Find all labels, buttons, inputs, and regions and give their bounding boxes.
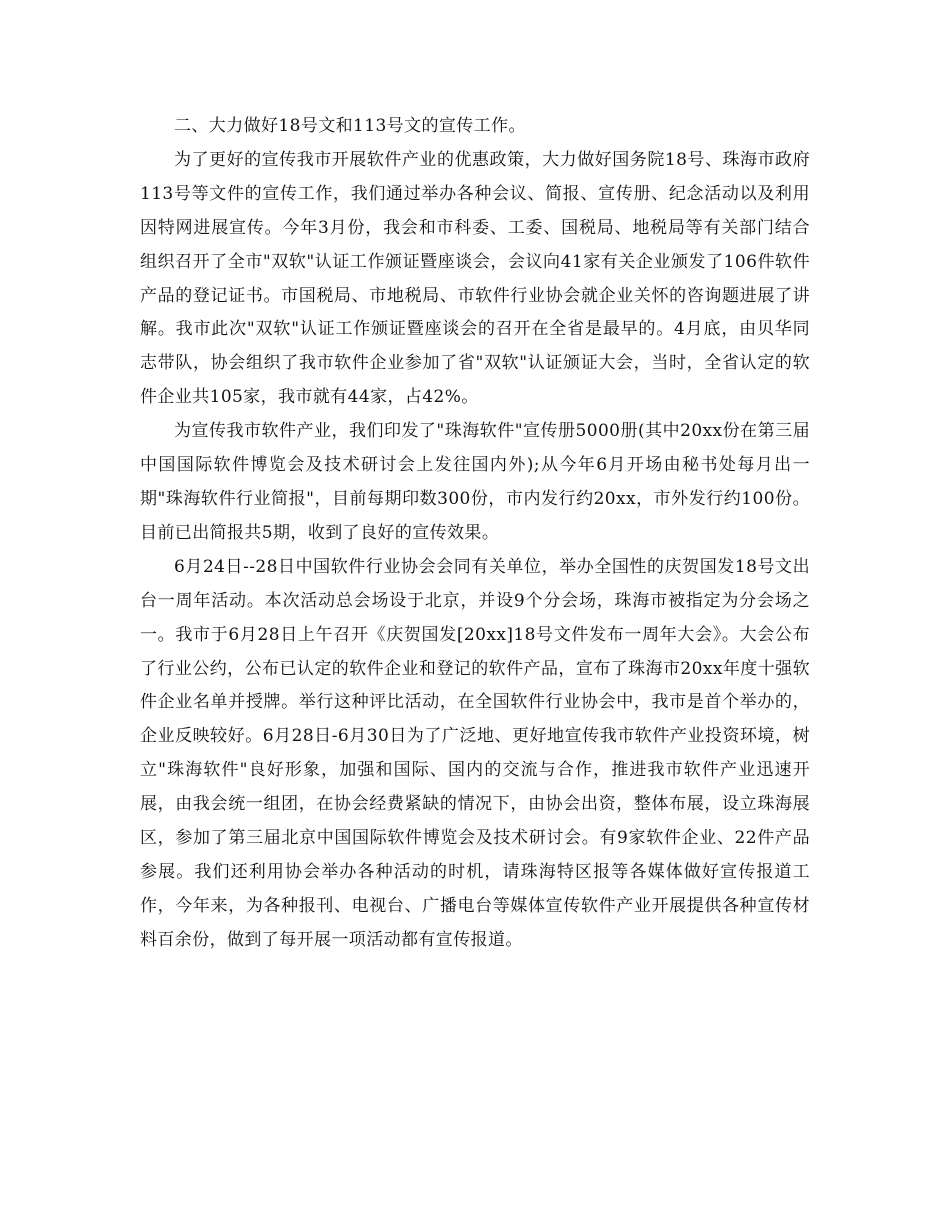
section-heading: 二、大力做好18号文和113号文的宣传工作。 (174, 116, 526, 136)
paragraph-anniversary-events: 6月24日--28日中国软件行业协会会同有关单位，举办全国性的庆贺国发18号文出台一周年活动。本次活动总会场设于北京，并设9个分会场，珠海市被指定为分会场之一。我市于6月28日上午召开《庆贺国发[20xx]18号文件发布一周年大会》。大会公布了行业公约，公布已认定的软件企业和登记的软件产品，宣布了珠海市20xx年度十强软件企业名单并授牌。举行这种评比活动，在全国软件行业协会中，我市是首个举办的，企业反映较好。6月28日-6月30日为了广泛地、更好地宣传我市软件产业投资环境，树立"珠海软件"良好形象，加强和国际、国内的交流与合作，推进我市软件产业迅速开展，由我会统一组团，在协会经费紧缺的情况下，由协会出资，整体布展，设立珠海展区，参加了第三届北京中国国际软件博览会及技术研讨会。有9家软件企业、22件产品参展。我们还利用协会举办各种活动的时机，请珠海特区报等各媒体做好宣传报道工作，今年来，为各种报刊、电视台、广播电台等媒体宣传软件产业开展提供各种宣传材料百余份，做到了每开展一项活动都有宣传报道。 (140, 556, 810, 950)
paragraph-brochure-bulletin: 为宣传我市软件产业，我们印发了"珠海软件"宣传册5000册(其中20xx份在第三届中国国际软件博览会及技术研讨会上发往国内外);从今年6月开场由秘书处每月出一期"珠海软件行业简报"，目前每期印数300份，市内发行约20xx，市外发行约100份。目前已出简报共5期，收到了良好的宣传效果。 (140, 421, 810, 543)
document-body (140, 110, 810, 958)
paragraph-promotion-policy: 为了更好的宣传我市开展软件产业的优惠政策，大力做好国务院18号、珠海市政府113号等文件的宣传工作，我们通过举办各种会议、简报、宣传册、纪念活动以及利用因特网进展宣传。今年3月份，我会和市科委、工委、国税局、地税局等有关部门结合组织召开了全市"双软"认证工作颁证暨座谈会，会议向41家有关企业颁发了106件软件产品的登记证书。市国税局、市地税局、市软件行业协会就企业关怀的咨询题进展了讲解。我市此次"双软"认证工作颁证暨座谈会的召开在全省是最早的。4月底，由贝华同志带队，协会组织了我市软件企业参加了省"双软"认证颁证大会，当时，全省认定的软件企业共105家，我市就有44家，占42%。 (140, 149, 810, 408)
